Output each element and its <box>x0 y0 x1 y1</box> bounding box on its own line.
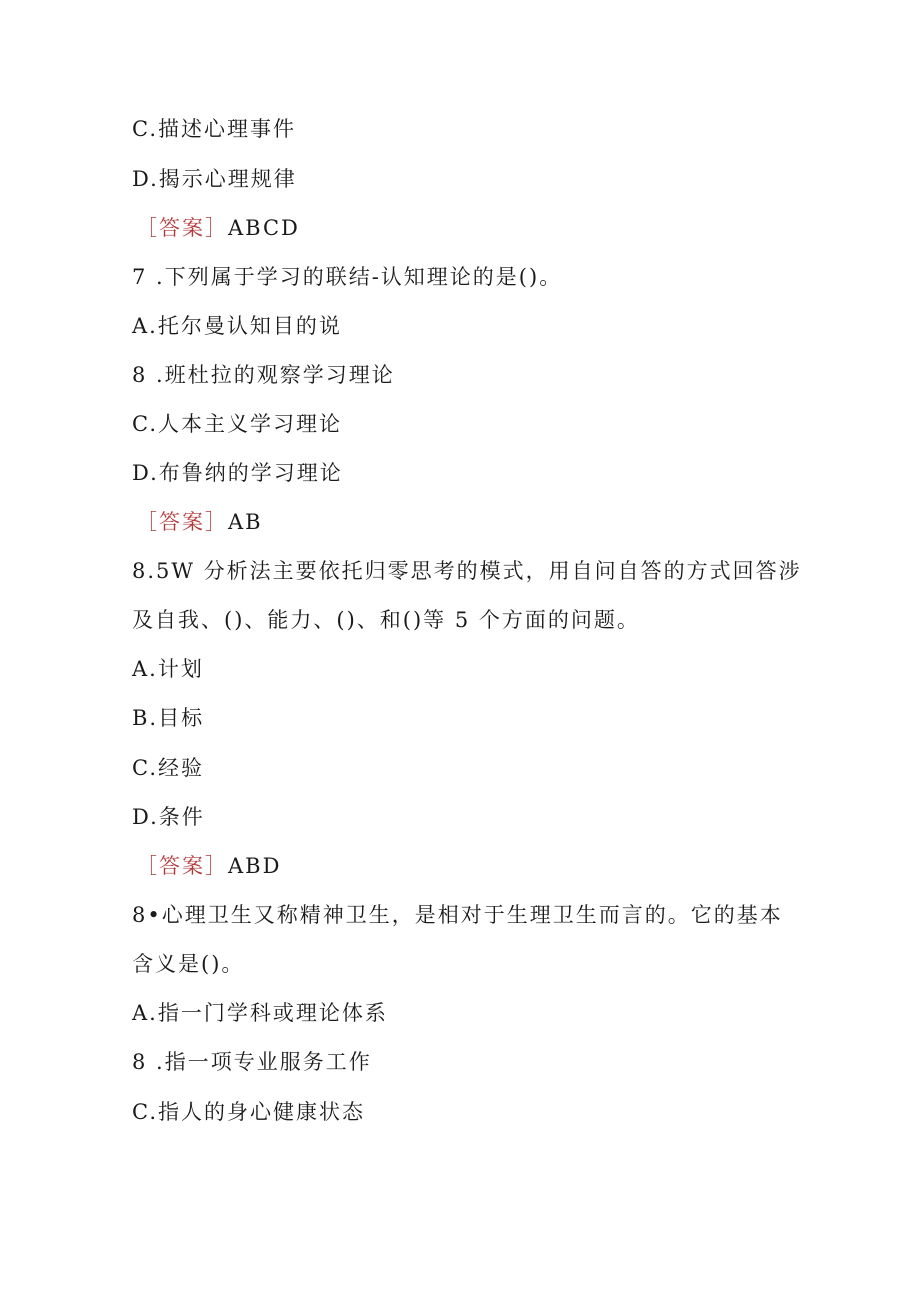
answer-value: AB <box>228 510 263 534</box>
option-a-plan: A.计划 <box>132 657 204 681</box>
answer-line <box>136 852 281 880</box>
question-8-hygiene-line1: 8•心理卫生又称精神卫生，是相对于生理卫生而言的。它的基本 <box>132 903 783 927</box>
answer-line <box>136 214 300 242</box>
option-d-reveal: D.揭示心理规律 <box>132 167 297 191</box>
answer-label: ［答案］ <box>136 510 228 534</box>
option-d-bruner: D.布鲁纳的学习理论 <box>132 461 343 485</box>
question-8-hygiene-line2: 含义是()。 <box>132 952 245 976</box>
option-c-describe: C.描述心理事件 <box>132 117 296 141</box>
option-b-bandura: 8 .班杜拉的观察学习理论 <box>132 363 395 387</box>
option-a-tolman: A.托尔曼认知目的说 <box>132 314 342 338</box>
option-a-discipline: A.指一门学科或理论体系 <box>132 1001 388 1025</box>
answer-label: ［答案］ <box>136 216 228 240</box>
option-c-health-state: C.指人的身心健康状态 <box>132 1100 365 1124</box>
question-8-5w-line2: 及自我、()、能力、()、和()等 5 个方面的问题。 <box>132 608 640 632</box>
question-7: 7 .下列属于学习的联结-认知理论的是()。 <box>132 265 563 289</box>
answer-value: ABCD <box>228 216 300 240</box>
answer-value: ABD <box>228 854 282 878</box>
answer-line <box>136 508 263 536</box>
option-c-humanism: C.人本主义学习理论 <box>132 412 342 436</box>
answer-label: ［答案］ <box>136 854 228 878</box>
option-b-service: 8 .指一项专业服务工作 <box>132 1050 372 1074</box>
option-c-experience: C.经验 <box>132 756 204 780</box>
option-d-condition: D.条件 <box>132 805 205 829</box>
question-8-5w-line1: 8.5W 分析法主要依托归零思考的模式，用自问自答的方式回答涉 <box>132 559 802 583</box>
option-b-goal: B.目标 <box>132 706 205 730</box>
